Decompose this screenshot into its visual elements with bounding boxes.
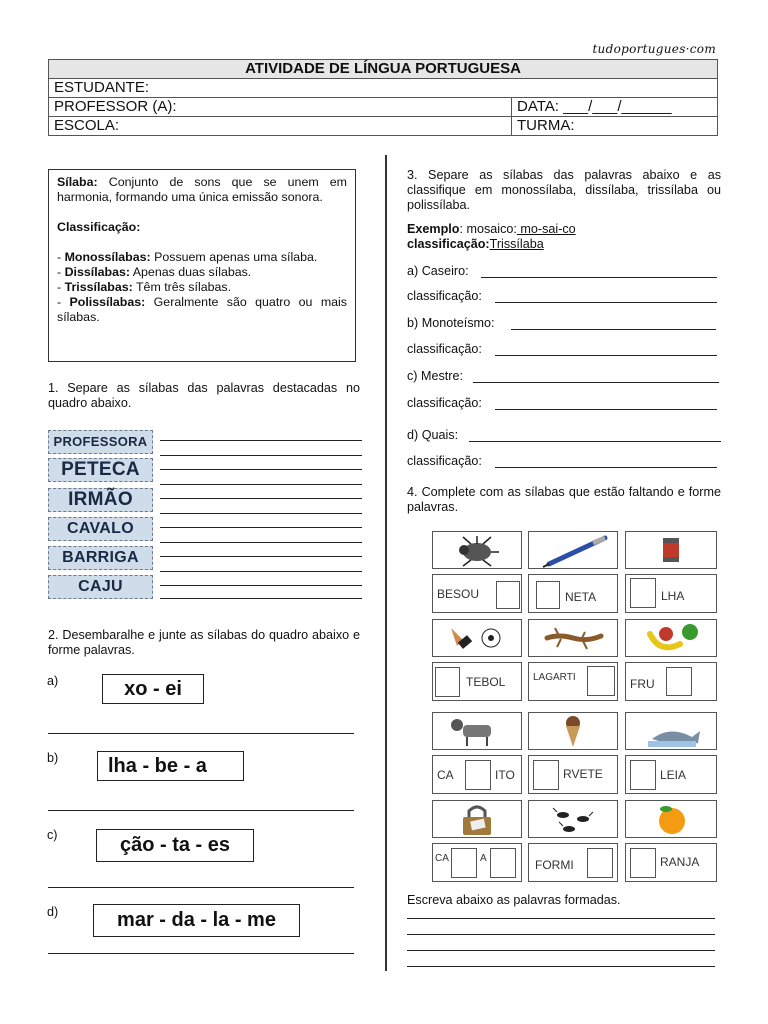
date-field[interactable] [512,98,718,117]
q3-item-label: c) Mestre: [407,369,463,383]
answer-line[interactable] [407,950,715,951]
classification-title: Classificação: [57,220,141,234]
example-label: Exemplo [407,222,460,236]
syllable-definition: Conjunto de sons que se unem em harmonia, formando uma única emissão sonora. [57,175,347,204]
image-cell [432,800,522,838]
image-cell [528,531,618,569]
example-answer: mo-sai-co [516,222,576,236]
blank-square[interactable] [630,848,656,878]
class-item: - Dissílabas: Apenas duas sílabas. [57,265,252,279]
syllable-cell [528,755,618,794]
image-cell [625,800,717,838]
example-class-label: classificação: [407,237,490,251]
answer-line[interactable] [495,355,717,356]
blank-square[interactable] [587,848,613,878]
column-divider [385,155,387,971]
blank-square[interactable] [666,667,692,696]
answer-line[interactable] [495,302,717,303]
answer-line[interactable] [160,513,362,514]
image-cell [528,619,618,657]
page-title: ATIVIDADE DE LÍNGUA PORTUGUESA [49,60,718,79]
image-cell [528,800,618,838]
ice-cream-icon [529,713,617,749]
image-cell [625,531,717,569]
q3-item-label: d) Quais: [407,428,459,442]
syllable-text: RVETE [563,767,603,781]
answer-line[interactable] [48,953,354,954]
image-cell [625,619,717,657]
syllable-cell [432,755,522,794]
blank-square[interactable] [587,666,615,696]
image-cell [625,712,717,750]
answer-line[interactable] [160,455,362,456]
answer-line[interactable] [160,440,362,441]
syllable-text: CA [437,768,454,782]
blank-square[interactable] [465,760,491,790]
goat-icon [433,713,521,749]
answer-line[interactable] [160,527,362,528]
class-item: - Polissílabas: Geralmente são quatro ou mais sílabas. [57,295,347,324]
syllable-box: mar - da - la - me [93,904,300,937]
answer-line[interactable] [160,542,362,543]
student-field[interactable]: ESTUDANTE: [49,79,718,98]
q4-prompt: 4. Complete com as sílabas que estão faltando e forme palavras. [407,485,721,514]
answer-line[interactable] [160,571,362,572]
image-cell [528,712,618,750]
whale-icon [626,713,716,749]
syllable-cell [625,843,717,882]
fruits-icon [626,620,716,656]
answer-line[interactable] [160,498,362,499]
q2-letter: b) [47,751,59,765]
syllable-text: ITO [495,768,515,782]
syllable-cell [432,662,522,701]
answer-line[interactable] [407,966,715,967]
syllable-text: FRU [630,677,655,691]
definition-box [48,169,356,362]
q3-example-class [407,237,586,252]
word-tag: CAJU [48,575,153,599]
example-text: : mosaico: [459,222,517,236]
q2-prompt: 2. Desembaralhe e junte as sílabas do quadro abaixo e forme palavras. [48,628,360,657]
answer-line[interactable] [160,585,362,586]
class-item: - Trissílabas: Têm três sílabas. [57,280,232,294]
word-tag: PETECA [48,458,153,482]
syllable-text: BESOU [437,587,480,601]
q3-item-label: a) Caseiro: [407,264,469,278]
syllable-text: FORMI [535,858,574,872]
blank-square[interactable] [533,760,559,790]
answer-line[interactable] [48,733,354,734]
answer-line[interactable] [160,469,362,470]
syllable-text: CA [435,853,449,864]
q3-prompt: 3. Separe as sílabas das palavras abaixo e as classifique em monossílaba, dissílaba, trissílaba ou polissílaba. [407,168,721,212]
answer-line[interactable] [481,277,717,278]
syllable-text: LEIA [660,768,687,782]
lock-icon [433,801,521,837]
word-tag: PROFESSORA [48,430,153,454]
answer-line[interactable] [473,382,719,383]
school-field[interactable]: ESCOLA: [49,117,512,136]
syllable-box: ção - ta - es [96,829,254,862]
answer-line[interactable] [511,329,716,330]
syllable-cell [528,843,618,882]
syllable-cell [528,662,618,701]
classification-label: classificação: [407,396,482,410]
syllable-box: lha - be - a [97,751,244,781]
beetle-icon [433,532,521,568]
answer-line[interactable] [495,467,717,468]
classification-label: classificação: [407,454,482,468]
syllable-cell [625,755,717,794]
classification-label: classificação: [407,342,482,356]
syllable-text: LHA [661,589,685,603]
header-table [48,59,718,136]
date-label: DATA: [517,98,559,115]
teacher-field[interactable]: PROFESSOR (A): [49,98,512,117]
date-blank: ___/___/______ [563,98,672,115]
answer-line[interactable] [407,918,715,919]
word-tag: CAVALO [48,517,153,541]
can-icon [626,532,716,568]
syllable-cell [432,843,522,882]
class-field[interactable]: TURMA: [512,117,718,136]
blank-square[interactable] [496,581,520,609]
orange-icon [626,801,716,837]
answer-line[interactable] [407,934,715,935]
answer-line[interactable] [160,556,362,557]
image-cell [432,531,522,569]
syllable-box: xo - ei [102,674,204,704]
blank-square[interactable] [490,848,516,878]
q2-letter: c) [47,828,58,842]
example-class-answer: Trissílaba [489,237,544,251]
word-tag: BARRIGA [48,546,153,570]
syllable-text: RANJA [660,855,700,869]
soccer-kick-icon [433,620,521,656]
syllable-text: A [480,853,487,864]
blank-square[interactable] [536,581,560,609]
answer-line[interactable] [48,887,354,888]
answer-line[interactable] [495,409,717,410]
q3-example [407,222,576,237]
lizard-icon [529,620,617,656]
syllable-text: NETA [565,590,597,604]
classification-label: classificação: [407,289,482,303]
syllable-text: TEBOL [466,675,506,689]
image-cell [432,619,522,657]
word-tag: IRMÃO [48,488,153,512]
syllable-term: Sílaba: [57,175,98,189]
answer-line[interactable] [160,484,362,485]
q1-prompt: 1. Separe as sílabas das palavras destacadas no quadro abaixo. [48,381,360,410]
ants-icon [529,801,617,837]
syllable-cell [432,574,522,613]
pen-icon [529,532,617,568]
blank-square[interactable] [451,848,477,878]
q3-item-label: b) Monoteísmo: [407,316,495,330]
syllable-cell [625,662,717,701]
answer-line[interactable] [469,441,721,442]
syllable-cell [528,574,618,613]
image-cell [432,712,522,750]
class-item: - Monossílabas: Possuem apenas uma sílaba. [57,250,318,264]
syllable-cell [625,574,717,613]
blank-square[interactable] [630,760,656,790]
blank-square[interactable] [630,578,656,608]
blank-square[interactable] [435,667,460,697]
q2-letter: a) [47,674,59,688]
q2-letter: d) [47,905,59,919]
syllable-text: LAGARTI [533,672,576,683]
site-watermark: tudoportugues·com [592,42,716,56]
answer-line[interactable] [160,598,362,599]
answer-line[interactable] [48,810,354,811]
write-prompt: Escreva abaixo as palavras formadas. [407,893,621,907]
